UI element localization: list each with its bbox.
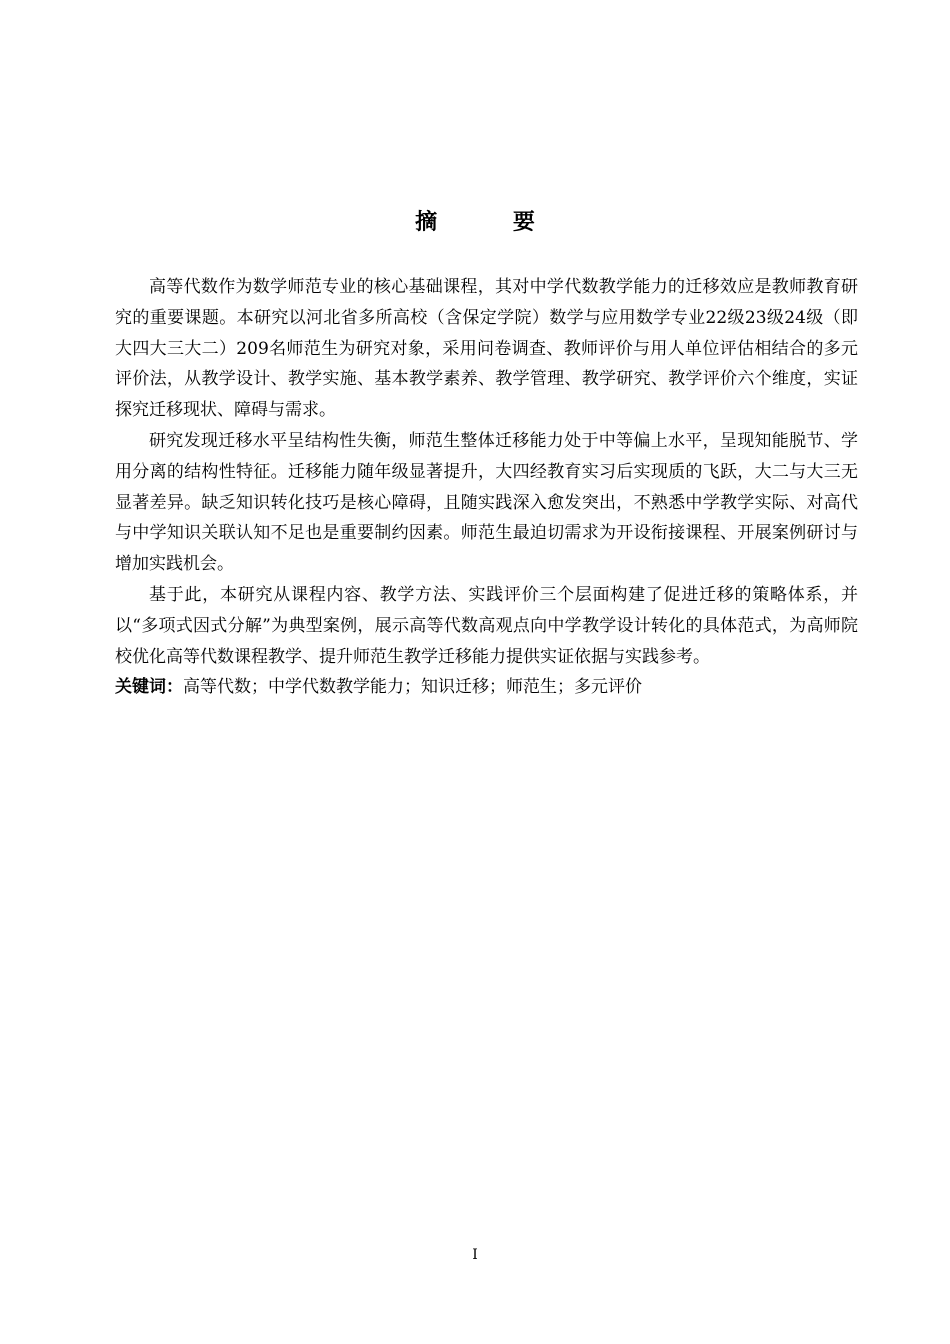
abstract-paragraph-2: 研究发现迁移水平呈结构性失衡，师范生整体迁移能力处于中等偏上水平，呈现知能脱节、学用分离的结构性特征。迁移能力随年级显著提升，大四经教育实习后实现质的飞跃，大二与大三无显著差异。缺乏知识转化技巧是核心障碍，且随实践深入愈发突出，不熟悉中学教学实际、对高代与中学知识关联认知不足也是重要制约因素。师范生最迫切需求为开设衔接课程、开展案例研讨与增加实践机会。 (115, 430, 858, 575)
abstract-title: 摘 要 (415, 210, 569, 235)
abstract-paragraph-3: 基于此，本研究从课程内容、教学方法、实践评价三个层面构建了促进迁移的策略体系，并以“多项式因式分解”为典型案例，展示高等代数高观点向中学教学设计转化的具体范式，为高师院校优化高等代数课程教学、提升师范生教学迁移能力提供实证依据与实践参考。 (115, 584, 858, 667)
keywords-label: 关键词： (115, 677, 183, 698)
abstract-body (115, 272, 858, 703)
keywords-line (115, 672, 858, 703)
abstract-paragraph-1: 高等代数作为数学师范专业的核心基础课程，其对中学代数教学能力的迁移效应是教师教育研究的重要课题。本研究以河北省多所高校（含保定学院）数学与应用数学专业22级23级24级（即大四大三大二）209名师范生为研究对象，采用问卷调查、教师评价与用人单位评估相结合的多元评价法，从教学设计、教学实施、基本教学素养、教学管理、教学研究、教学评价六个维度，实证探究迁移现状、障碍与需求。 (115, 277, 858, 421)
page-number: I (472, 1247, 478, 1263)
keywords-text: 高等代数；中学代数教学能力；知识迁移；师范生；多元评价 (183, 677, 642, 698)
